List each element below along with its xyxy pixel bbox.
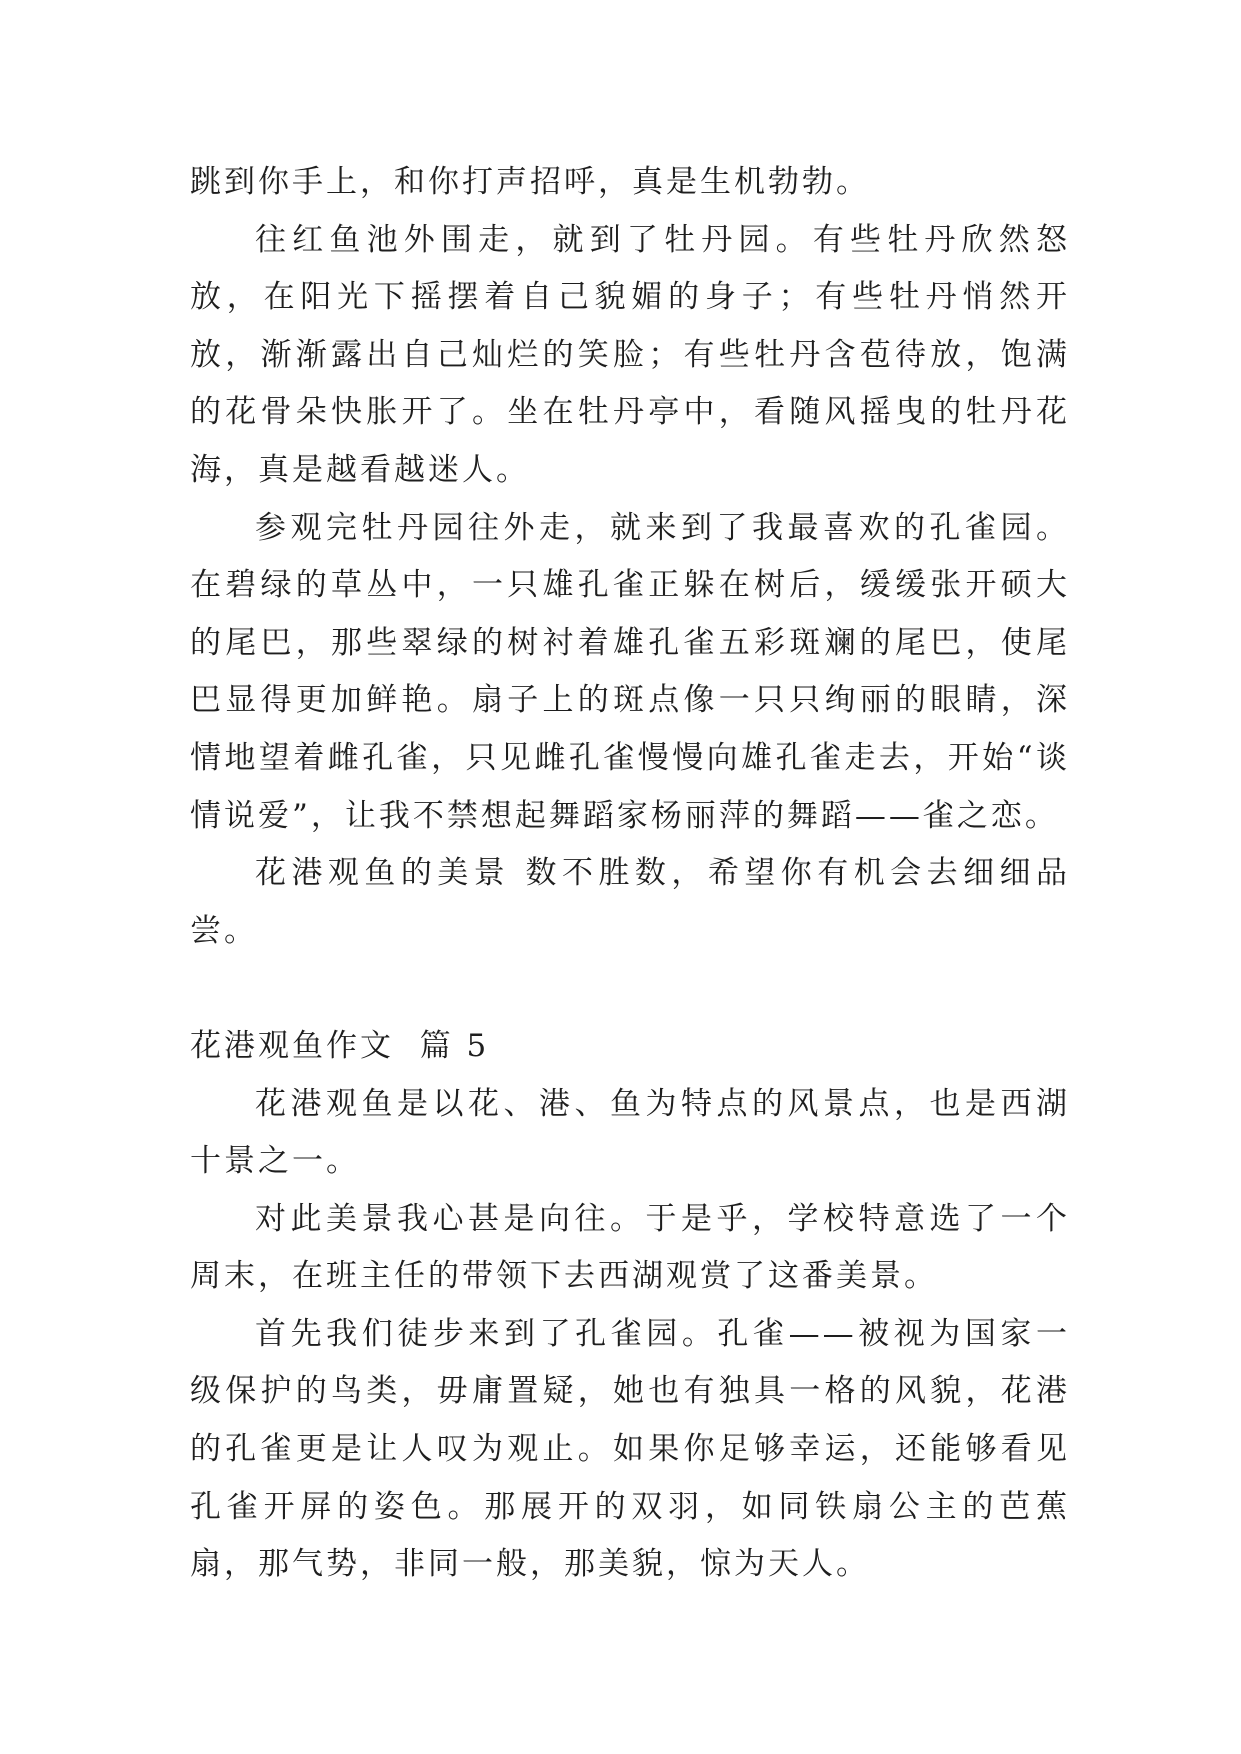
document-body xyxy=(190,154,1070,1594)
continued-paragraph: 跳到你手上，和你打声招呼，真是生机勃勃。 xyxy=(190,164,870,200)
paragraph-closing: 花港观鱼的美景 数不胜数，希望你有机会去细细品尝。 xyxy=(190,855,1070,949)
paragraph-peacock: 首先我们徒步来到了孔雀园。孔雀——被视为国家一级保护的鸟类，毋庸置疑，她也有独具一格的风貌，花港的孔雀更是让人叹为观止。如果你足够幸运，还能够看见孔雀开屏的姿色。那展开的双羽，如同铁扇公主的芭蕉扇，那气势，非同一般，那美貌，惊为天人。 xyxy=(190,1315,1070,1583)
paragraph-peony-garden: 往红鱼池外围走，就到了牡丹园。有些牡丹欣然怒放，在阳光下摇摆着自己貌媚的身子；有些牡丹悄然开放，渐渐露出自己灿烂的笑脸；有些牡丹含苞待放，饱满的花骨朵快胀开了。坐在牡丹亭中，看随风摇曳的牡丹花海，真是越看越迷人。 xyxy=(190,221,1070,488)
section-spacer xyxy=(190,960,1070,1018)
paragraph-peacock-garden: 参观完牡丹园往外走，就来到了我最喜欢的孔雀园。在碧绿的草丛中，一只雄孔雀正躲在树后，缓缓张开硕大的尾巴，那些翠绿的树衬着雄孔雀五彩斑斓的尾巴，使尾巴显得更加鲜艳。扇子上的斑点像一只只绚丽的眼睛，深情地望着雌孔雀，只见雌孔雀慢慢向雄孔雀走去，开始“谈情说爱”，让我不禁想起舞蹈家杨丽萍的舞蹈——雀之恋。 xyxy=(190,509,1070,834)
section-heading: 花港观鱼作文 篇 5 xyxy=(190,1027,490,1064)
paragraph-intro: 花港观鱼是以花、港、鱼为特点的风景点，也是西湖十景之一。 xyxy=(190,1085,1070,1180)
paragraph-school-trip: 对此美景我心甚是向往。于是乎，学校特意选了一个周末，在班主任的带领下去西湖观赏了这番美景。 xyxy=(190,1200,1070,1295)
